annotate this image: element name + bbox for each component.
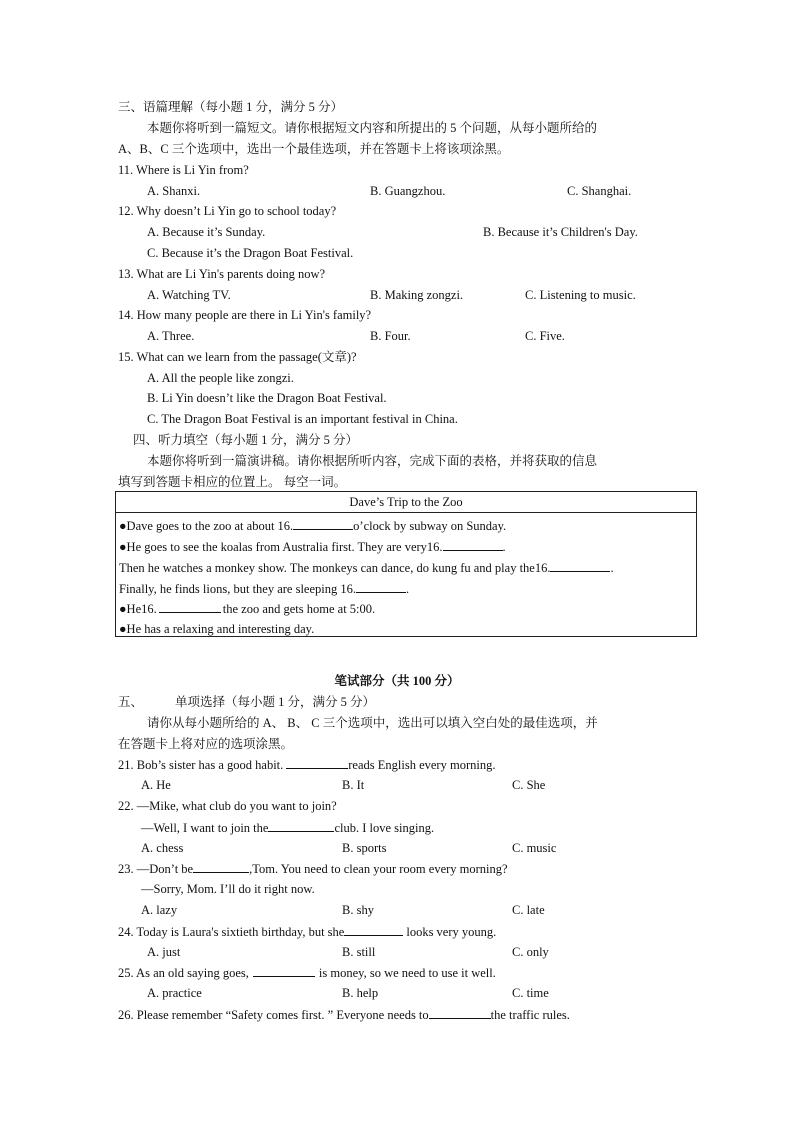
section3-instruction-2: A、B、C 三个选项中，选出一个最佳选项，并在答题卡上将该项涂黑。	[118, 142, 510, 156]
q23-text-b: ,Tom. You need to clean your room every morning?	[249, 862, 508, 876]
table-row-2-text-b: .	[502, 540, 506, 554]
q25-option-a: A. practice	[147, 986, 202, 1000]
q23-text-a: 23. —Don’t be	[118, 862, 194, 876]
q14-option-b: B. Four.	[370, 329, 411, 343]
q11-text: 11. Where is Li Yin from?	[118, 163, 249, 177]
section5-instruction-1: 请你从每小题所给的 A、 B、 C 三个选项中，选出可以填入空白处的最佳选项，并	[147, 716, 598, 730]
q15-text: 15. What can we learn from the passage(文章)?	[118, 350, 357, 364]
table-row-1-text-b: o’clock by subway on Sunday.	[353, 519, 507, 533]
table-row-1-text-a: ●Dave goes to the zoo at about 16.	[119, 519, 294, 533]
written-part-heading: 笔试部分（共 100 分）	[334, 674, 460, 688]
q21-option-a: A. He	[141, 778, 171, 792]
answer-blank[interactable]	[159, 600, 221, 613]
q13-option-b: B. Making zongzi.	[370, 288, 464, 302]
answer-blank[interactable]	[268, 819, 334, 832]
table-row-3-text-a: Then he watches a monkey show. The monkeys can dance, do kung fu and play the16.	[119, 561, 551, 575]
q22-line-1: 22. —Mike, what club do you want to join?	[118, 799, 337, 813]
q23-option-a: A. lazy	[141, 903, 178, 917]
q12-option-a: A. Because it’s Sunday.	[147, 225, 266, 239]
q23-option-b: B. shy	[342, 903, 374, 917]
q25-text-b: is money, so we need to use it well.	[318, 966, 496, 980]
q13-option-c: C. Listening to music.	[525, 288, 636, 302]
q13-option-a: A. Watching TV.	[147, 288, 231, 302]
q21-text-b: reads English every morning.	[348, 758, 496, 772]
table-row-6: ●He has a relaxing and interesting day.	[119, 622, 315, 636]
q25-text-a: 25. As an old saying goes,	[118, 966, 249, 980]
table-row-5-text-a: ●He16.	[119, 602, 157, 616]
q21-option-c: C. She	[512, 778, 546, 792]
section4-instruction-1: 本题你将听到一篇演讲稿。请你根据所听内容，完成下面的表格，并将获取的信息	[147, 454, 598, 468]
q24-option-a: A. just	[147, 945, 181, 959]
q26-text	[118, 1006, 570, 1023]
q26-text-b: the traffic rules.	[490, 1008, 570, 1022]
answer-blank[interactable]	[293, 517, 353, 530]
q22-option-a: A. chess	[141, 841, 184, 855]
q25-option-b: B. help	[342, 986, 379, 1000]
section5-number: 五、	[118, 695, 144, 709]
q23-line-2: —Sorry, Mom. I’ll do it right now.	[141, 882, 315, 896]
q21-option-b: B. It	[342, 778, 365, 792]
q25-option-c: C. time	[512, 986, 549, 1000]
q14-option-c: C. Five.	[525, 329, 565, 343]
q21-text-a: 21. Bob’s sister has a good habit.	[118, 758, 284, 772]
answer-blank[interactable]	[443, 538, 503, 551]
q22-option-b: B. sports	[342, 841, 387, 855]
q14-option-a: A. Three.	[147, 329, 195, 343]
q11-option-a: A. Shanxi.	[147, 184, 201, 198]
q15-option-a: A. All the people like zongzi.	[147, 371, 294, 385]
q12-text: 12. Why doesn’t Li Yin go to school today?	[118, 204, 337, 218]
q24-text	[118, 923, 496, 940]
q26-text-a: 26. Please remember “Safety comes first. ” Everyone needs to	[118, 1008, 429, 1022]
table-row-4-text-b: .	[406, 582, 410, 596]
q22-line-2	[141, 819, 434, 836]
q21-text	[118, 756, 495, 773]
table-row-5-text-b: the zoo and gets home at 5:00.	[222, 602, 376, 616]
q12-option-b: B. Because it’s Children's Day.	[483, 225, 638, 239]
q15-option-c: C. The Dragon Boat Festival is an important festival in China.	[147, 412, 458, 426]
section4-title: 四、听力填空（每小题 1 分，满分 5 分）	[133, 433, 359, 447]
table-row-2-text-a: ●He goes to see the koalas from Australia first. They are very16.	[119, 540, 443, 554]
section3-instruction-1: 本题你将听到一篇短文。请你根据短文内容和所提出的 5 个问题，从每小题所给的	[147, 121, 598, 135]
answer-blank[interactable]	[344, 923, 403, 936]
zoo-trip-table	[115, 491, 697, 637]
q11-option-b: B. Guangzhou.	[370, 184, 446, 198]
q25-text	[118, 964, 496, 981]
answer-blank[interactable]	[286, 756, 348, 769]
section3-title: 三、语篇理解（每小题 1 分，满分 5 分）	[118, 100, 344, 114]
q22-text-a: —Well, I want to join the	[141, 821, 269, 835]
q12-option-c: C. Because it’s the Dragon Boat Festival.	[147, 246, 354, 260]
q14-text: 14. How many people are there in Li Yin's family?	[118, 308, 372, 322]
q24-text-a: 24. Today is Laura's sixtieth birthday, but she	[118, 925, 345, 939]
table-row-4-text-a: Finally, he finds lions, but they are sleeping 16.	[119, 582, 356, 596]
q24-text-b: looks very young.	[406, 925, 497, 939]
table-row-3-text-b: .	[610, 561, 614, 575]
q11-option-c: C. Shanghai.	[567, 184, 632, 198]
q15-option-b: B. Li Yin doesn’t like the Dragon Boat Festival.	[147, 391, 387, 405]
table-row-4	[119, 580, 409, 597]
table-row-5	[119, 600, 375, 617]
q24-option-c: C. only	[512, 945, 549, 959]
table-title: Dave’s Trip to the Zoo	[116, 492, 696, 513]
q24-option-b: B. still	[342, 945, 376, 959]
q23-option-c: C. late	[512, 903, 545, 917]
table-row-2	[119, 538, 506, 555]
q22-text-b: club. I love singing.	[334, 821, 435, 835]
answer-blank[interactable]	[253, 964, 315, 977]
section4-instruction-2: 填写到答题卡相应的位置上。 每空一词。	[118, 475, 347, 489]
q22-option-c: C. music	[512, 841, 557, 855]
table-row-3	[119, 559, 614, 576]
section5-title: 单项选择（每小题 1 分，满分 5 分）	[175, 695, 376, 709]
answer-blank[interactable]	[356, 580, 406, 593]
answer-blank[interactable]	[429, 1006, 491, 1019]
table-row-1	[119, 517, 506, 534]
answer-blank[interactable]	[550, 559, 610, 572]
q13-text: 13. What are Li Yin's parents doing now?	[118, 267, 326, 281]
answer-blank[interactable]	[193, 860, 249, 873]
section5-instruction-2: 在答题卡上将对应的选项涂黑。	[118, 737, 294, 751]
q23-line-1	[118, 860, 508, 877]
